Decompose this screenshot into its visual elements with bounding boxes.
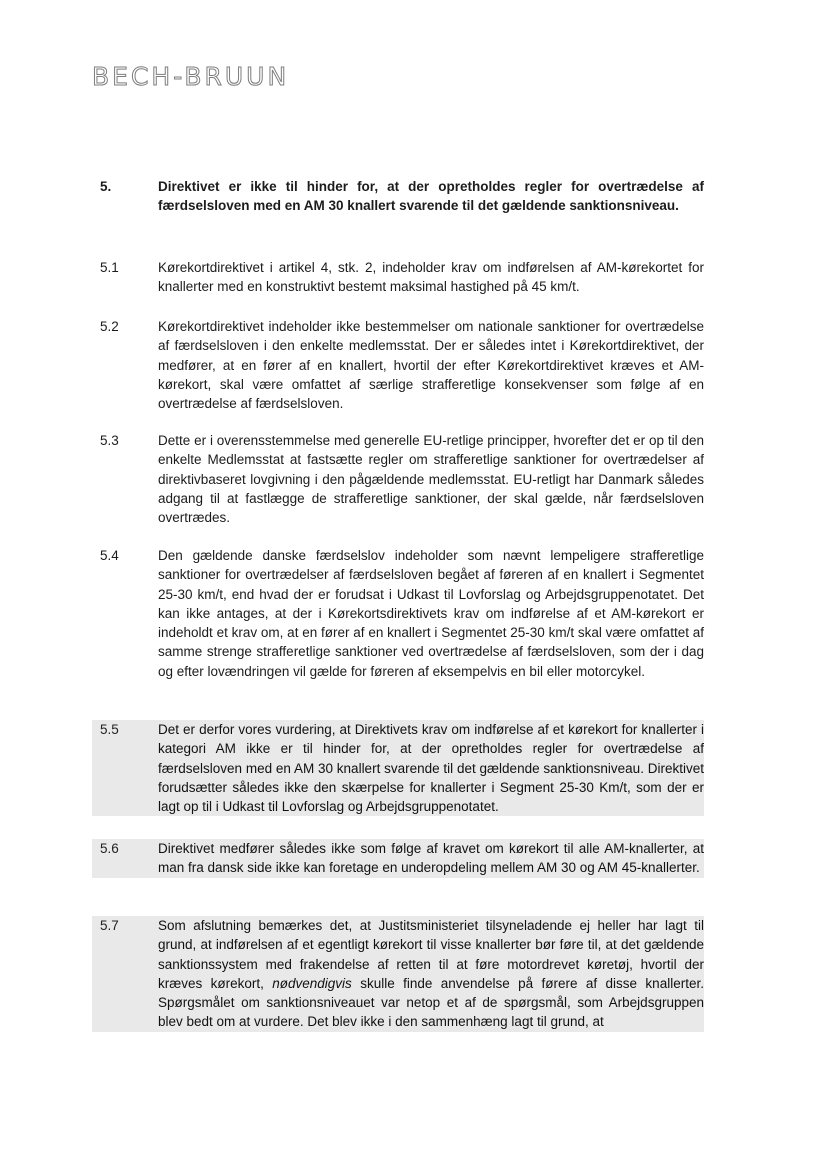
section-number: 5.7: [100, 918, 119, 933]
section-5-7: [92, 916, 704, 1032]
section-text: Kørekortdirektivet i artikel 4, stk. 2, indeholder krav om indførelsen af AM-kørekortet for knallerter med en konstruktivt bestemt maksimal hastighed på 45 km/t.: [158, 260, 704, 295]
section-text: Kørekortdirektivet indeholder ikke bestemmelser om nationale sanktioner for overtrædelse af færdselsloven i den enkelte medlemsstat. Der er således intet i Kørekortdirektivet, der medfører, at en fører af en knallert, hvortil der efter Kørekortdirektivet kræves et AM-kørekort, skal være omfattet af særlige strafferetlige konsekvenser som følge af en overtrædelse af færdselsloven.: [158, 319, 704, 412]
section-number: 5.4: [100, 548, 119, 563]
section-number: 5.: [100, 179, 112, 194]
section-5-1: [92, 258, 704, 297]
section-5-3: [92, 431, 704, 527]
section-number: 5.1: [100, 260, 119, 275]
section-5-4: [92, 546, 704, 681]
emphasis-text: nødvendigvis: [272, 975, 352, 991]
text-part: skulle finde anvendelse på førere af disse knallerter. Spørgsmålet om sanktionsniveauet var netop et af de spørgsmål, som Arbejdsgruppen blev bedt om at vurdere. Det blev ikke i den sammenhæng lagt til grund, at: [158, 975, 704, 1030]
section-number: 5.5: [100, 722, 119, 737]
section-number: 5.3: [100, 433, 119, 448]
section-text: Direktivet medfører således ikke som følge af kravet om kørekort til alle AM-knallerter, at man fra dansk side ikke kan foretage en underopdeling mellem AM 30 og AM 45-knallerter.: [158, 841, 704, 876]
section-heading: Direktivet er ikke til hinder for, at der opretholdes regler for overtrædelse af færdselsloven med en AM 30 knallert svarende til det gældende sanktionsniveau.: [158, 179, 704, 214]
section-number: 5.6: [100, 841, 119, 856]
section-text: [158, 916, 704, 1032]
section-text: Den gældende danske færdselslov indeholder som nævnt lempeligere strafferetlige sanktioner for overtrædelser af færdselsloven begået af føreren af en knallert i Segmentet 25-30 km/t, end hvad der er forudsat i Udkast til Lovforslag og Arbejdsgruppenotatet. Det kan ikke antages, at der i Kørekortsdirektivets krav om indførelse af et AM-kørekort er indeholdt et krav om, at en fører af en knallert i Segmentet 25-30 km/t skal være omfattet af samme strenge strafferetlige sanktioner ved overtrædelse af færdselsloven, som der i dag og efter lovændringen vil gælde for føreren af eksempelvis en bil eller motorcykel.: [158, 548, 704, 679]
section-number: 5.2: [100, 319, 119, 334]
section-5-5: [92, 720, 704, 816]
section-5: [92, 177, 704, 216]
section-5-6: [92, 839, 704, 878]
firm-logo: BECH-BRUUN: [92, 62, 290, 91]
section-text: Det er derfor vores vurdering, at Direktivets krav om indførelse af et kørekort for knallerter i kategori AM ikke er til hinder for, at der opretholdes regler for overtrædelse af færdselsloven med en AM 30 knallert svarende til det gældende sanktionsniveau. Direktivet forudsætter således ikke den skærpelse for knallerter i Segment 25-30 Km/t, som der er lagt op til i Udkast til Lovforslag og Arbejdsgruppenotatet.: [158, 722, 704, 815]
section-5-2: [92, 317, 704, 413]
section-text: Dette er i overensstemmelse med generelle EU-retlige principper, hvorefter det er op til den enkelte Medlemsstat at fastsætte regler om strafferetlige sanktioner for overtrædelser af direktivbaseret lovgivning i den pågældende medlemsstat. EU-retligt har Danmark således adgang til at fastlægge de strafferetlige sanktioner, der skal gælde, når færdselsloven overtrædes.: [158, 433, 704, 526]
text-part: Som afslutning bemærkes det, at Justitsministeriet tilsyneladende ej heller har lagt til grund, at indførelsen af et egentligt kørekort til visse knallerter bør føre til, at det gældende sanktionssystem med frakendelse af retten til at føre motordrevet køretøj, hvortil der kræves kørekort,: [158, 918, 704, 991]
